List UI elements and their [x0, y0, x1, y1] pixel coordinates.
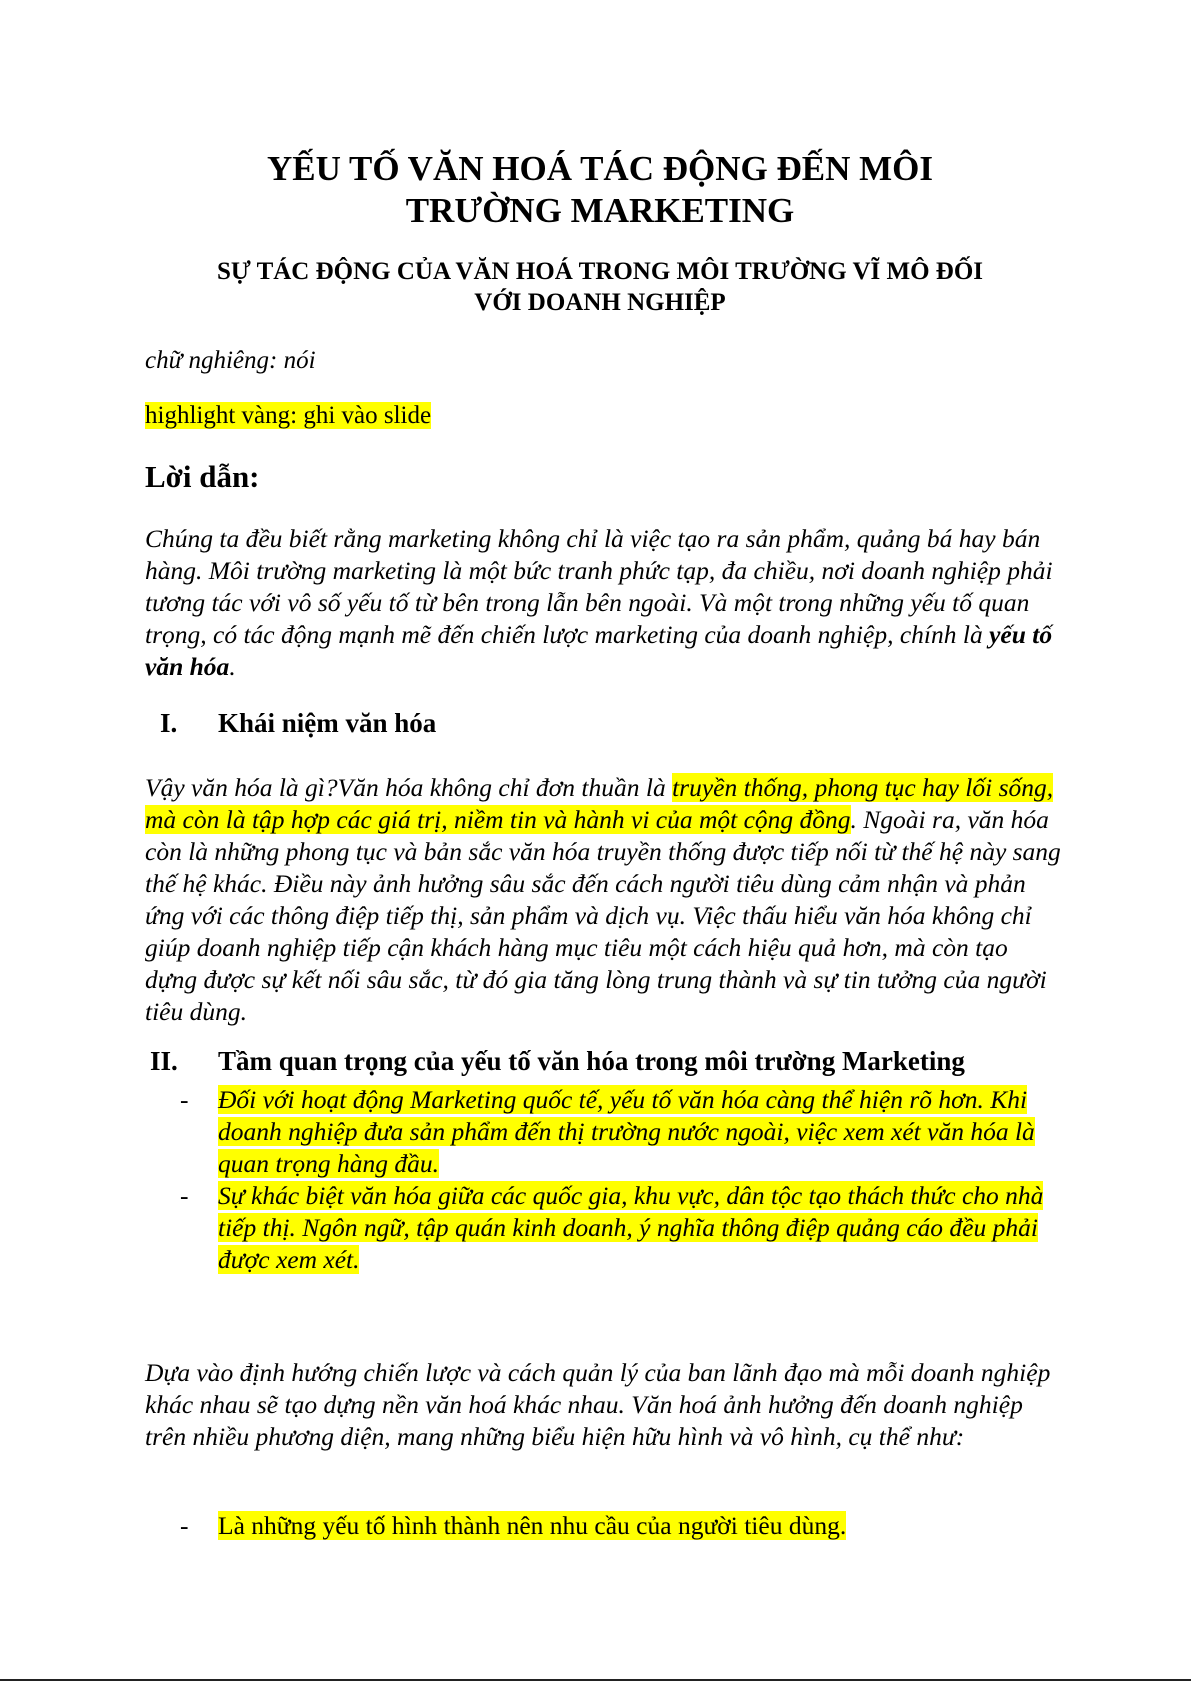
- section-2-heading: [150, 1045, 965, 1077]
- title-line-1: YẾU TỐ VĂN HOÁ TÁC ĐỘNG ĐẾN MÔI: [266, 149, 934, 188]
- bullet-dash: -: [180, 1511, 189, 1540]
- title-line-2: TRƯỜNG MARKETING: [405, 191, 795, 230]
- section-1-text-b: . Ngoài ra, văn hóa còn là những phong tục và bản sắc văn hóa truyền thống được tiếp nối từ thế hệ này sang thế hệ khác. Điều này ảnh hưởng sâu sắc đến cách người tiêu dùng cảm nhận và phản ứng với các thông điệp tiếp thị, sản phẩm và dịch vụ. Việc thấu hiểu văn hóa không chỉ giúp doanh nghiệp tiếp cận khách hàng mục tiêu một cách hiệu quả hơn, mà còn tạo dựng được sự kết nối sâu sắc, từ đó gia tăng lòng trung thành và sự tin tưởng của người tiêu dùng.: [145, 805, 1061, 1026]
- intro-bold-text: yếu tố văn hóa: [145, 620, 1053, 681]
- document-subtitle: [150, 256, 1050, 318]
- section-1-highlight: truyền thống, phong tục hay lối sống, mà còn là tập hợp các giá trị, niềm tin và hành vi của một cộng đồng: [145, 773, 1054, 834]
- section-1-paragraph: [145, 772, 1065, 1028]
- final-bullet: [180, 1510, 1060, 1542]
- section-2-number: II.: [150, 1046, 178, 1076]
- section-1-text-a: Vậy văn hóa là gì?Văn hóa không chỉ đơn thuần là: [145, 773, 673, 802]
- section-2-title: Tầm quan trọng của yếu tố văn hóa trong môi trường Marketing: [218, 1046, 965, 1076]
- intro-paragraph: [145, 523, 1065, 683]
- subtitle-line-1: SỰ TÁC ĐỘNG CỦA VĂN HOÁ TRONG MÔI TRƯỜNG VĨ MÔ ĐỐI: [216, 258, 984, 285]
- subtitle-line-2: VỚI DOANH NGHIỆP: [474, 289, 726, 316]
- intro-heading: Lời dẫn:: [145, 459, 260, 494]
- section-2-bullet-1: [180, 1084, 1060, 1180]
- document-title: [140, 148, 1060, 232]
- page-bottom-rule: [0, 1679, 1191, 1681]
- intro-text: Chúng ta đều biết rằng marketing không chỉ là việc tạo ra sản phẩm, quảng bá hay bán hàng. Môi trường marketing là một bức tranh phức tạp, đa chiều, nơi doanh nghiệp phải tương tác với vô số yếu tố từ bên trong lẫn bên ngoài. Và một trong những yếu tố quan trọng, có tác động mạnh mẽ đến chiến lược marketing của doanh nghiệp, chính là: [145, 524, 1053, 649]
- section-2-bullet-2: [180, 1180, 1060, 1276]
- bullet-dash: -: [180, 1181, 189, 1210]
- section-1-title: Khái niệm văn hóa: [218, 708, 437, 738]
- bullet-dash: -: [180, 1085, 189, 1114]
- intro-end: .: [229, 652, 236, 681]
- closing-paragraph: Dựa vào định hướng chiến lược và cách quản lý của ban lãnh đạo mà mỗi doanh nghiệp khác nhau sẽ tạo dựng nền văn hoá khác nhau. Văn hoá ảnh hưởng đến doanh nghiệp trên nhiều phương diện, mang những biểu hiện hữu hình và vô hình, cụ thể như:: [145, 1358, 1051, 1451]
- legend-highlight-note: [145, 401, 431, 431]
- legend-highlight-text: highlight vàng: ghi vào slide: [145, 402, 432, 429]
- section-1-number: I.: [160, 708, 178, 738]
- section-2-bullet-1-text: Đối với hoạt động Marketing quốc tế, yếu tố văn hóa càng thể hiện rõ hơn. Khi doanh nghiệp đưa sản phẩm đến thị trường nước ngoài, việc xem xét văn hóa là quan trọng hàng đầu.: [218, 1085, 1035, 1178]
- section-2-bullet-2-text: Sự khác biệt văn hóa giữa các quốc gia, khu vực, dân tộc tạo thách thức cho nhà tiếp thị. Ngôn ngữ, tập quán kinh doanh, ý nghĩa thông điệp quảng cáo đều phải được xem xét.: [218, 1181, 1044, 1274]
- section-1-heading: [160, 707, 436, 739]
- legend-italic-note: chữ nghiêng: nói: [145, 347, 316, 374]
- final-bullet-text: Là những yếu tố hình thành nên nhu cầu của người tiêu dùng.: [218, 1511, 847, 1540]
